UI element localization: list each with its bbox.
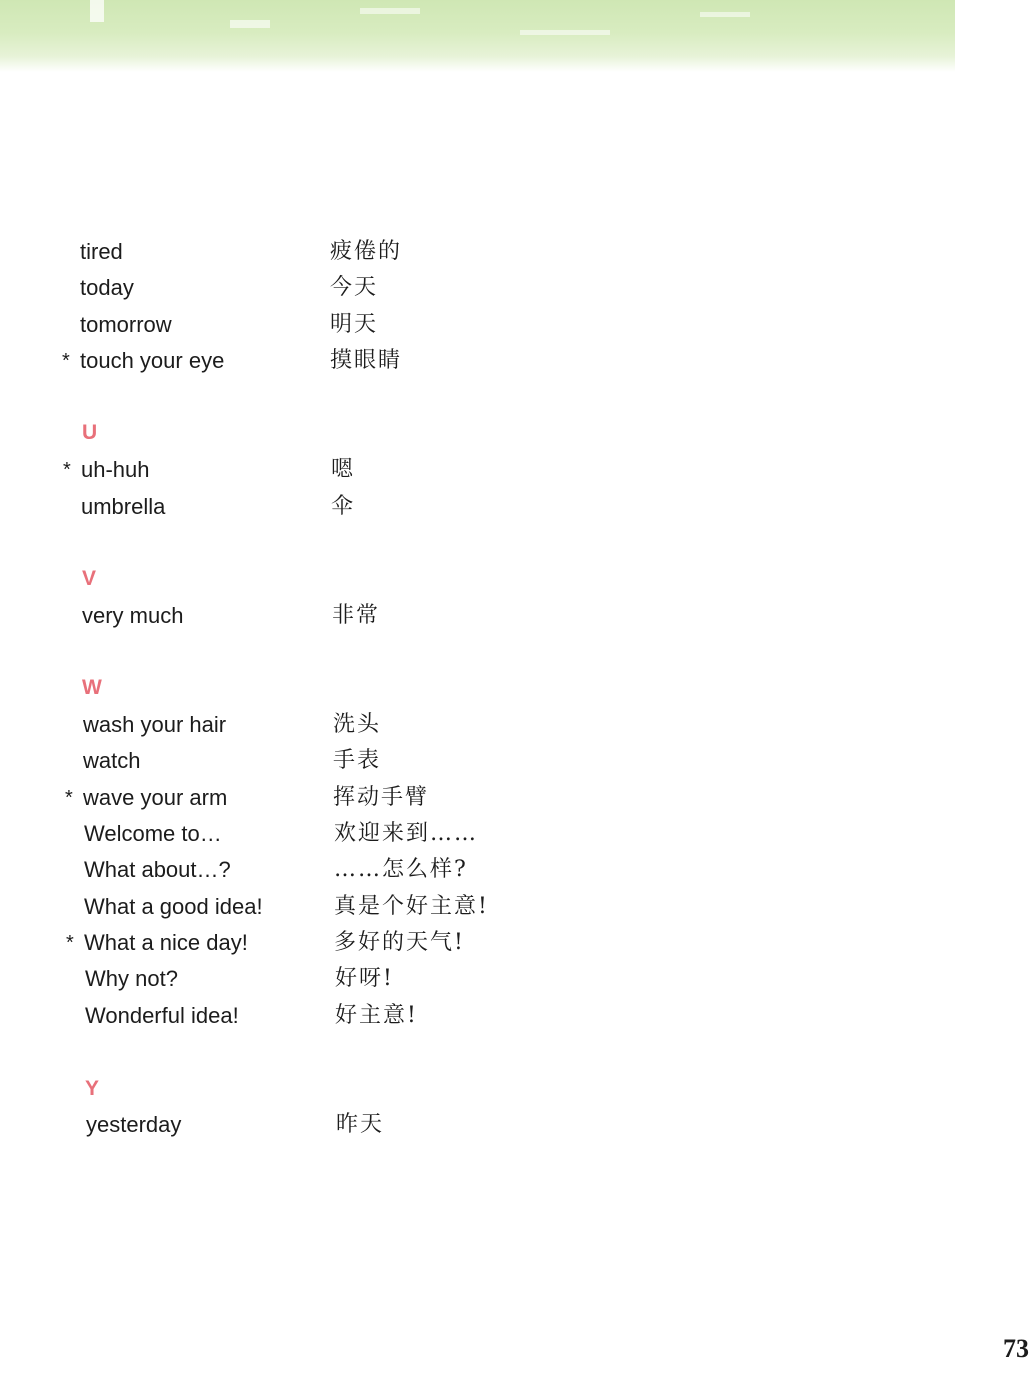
english-word: uh-huh [81,457,150,482]
chinese-meaning: 手表 [333,748,382,773]
page-number: 73 [1003,1334,1029,1363]
asterisk-marker: * [63,459,71,481]
english-word: wave your arm [83,785,228,810]
section-letter-w: W [82,676,102,699]
english-word: tired [80,239,123,264]
chinese-meaning: 昨天 [336,1112,385,1137]
chinese-meaning: 嗯 [331,457,356,482]
english-word: Why not? [85,966,178,991]
section-letter-u: U [82,421,98,444]
english-word: Wonderful idea! [85,1003,239,1028]
english-word: watch [83,748,141,773]
decorative-top-band [0,0,955,72]
english-word: What about…? [84,857,231,882]
band-streak [520,30,610,35]
english-word: yesterday [86,1112,182,1137]
chinese-meaning: 今天 [330,275,379,300]
band-streak [700,12,750,17]
asterisk-marker: * [65,787,73,809]
asterisk-marker: * [62,350,70,372]
section-letter-v: V [82,567,97,590]
chinese-meaning: 摸眼睛 [330,348,403,373]
section-letter-y: Y [85,1077,100,1100]
chinese-meaning: 真是个好主意! [334,894,489,919]
english-word: wash your hair [83,712,227,737]
band-streak [360,8,420,14]
chinese-meaning: 疲倦的 [330,239,403,264]
chinese-meaning: 多好的天气! [334,930,465,955]
english-word: What a nice day! [84,930,248,955]
chinese-meaning: 非常 [332,603,381,628]
chinese-meaning: 好呀! [335,966,394,991]
english-word: very much [82,603,184,628]
english-word: Welcome to… [84,821,222,846]
chinese-meaning: 欢迎来到…… [334,821,479,846]
english-word: What a good idea! [84,894,263,919]
english-word: today [80,275,134,300]
chinese-meaning: 好主意! [335,1003,418,1028]
english-word: touch your eye [80,348,225,373]
chinese-meaning: 明天 [330,312,379,337]
chinese-meaning: 伞 [331,494,356,519]
chinese-meaning: ……怎么样? [334,857,468,882]
chinese-meaning: 挥动手臂 [333,785,430,810]
chinese-meaning: 洗头 [333,712,382,737]
english-word: umbrella [81,494,166,519]
english-word: tomorrow [80,312,172,337]
asterisk-marker: * [66,932,74,954]
